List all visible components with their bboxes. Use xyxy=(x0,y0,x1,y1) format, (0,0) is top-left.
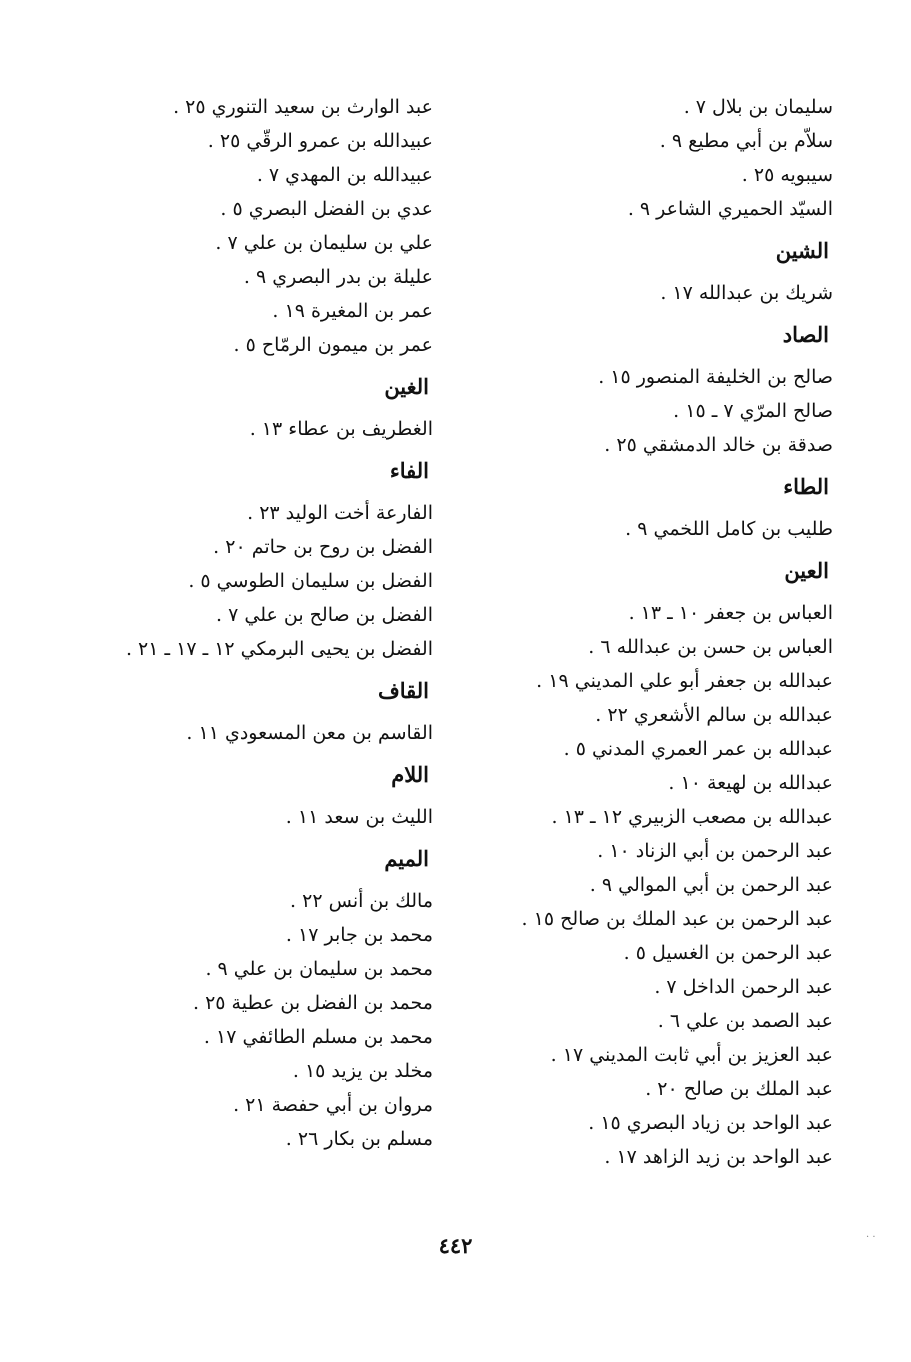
index-entry: مخلد بن يزيد ١٥ . xyxy=(292,1060,433,1082)
index-entry: طليب بن كامل اللخمي ٩ . xyxy=(625,518,833,540)
index-entry: عبدالله بن عمر العمري المدني ٥ . xyxy=(563,738,833,760)
index-entry: مروان بن أبي حفصة ٢١ . xyxy=(233,1094,433,1116)
section-heading: الميم xyxy=(384,846,429,871)
index-entry: سلاّم بن أبي مطيع ٩ . xyxy=(659,130,833,152)
section-heading: العين xyxy=(784,558,829,583)
index-entry: السيّد الحميري الشاعر ٩ . xyxy=(627,198,833,220)
index-entry: صالح المرّي ٧ ـ ١٥ . xyxy=(673,400,833,422)
index-entry: عبيدالله بن المهدي ٧ . xyxy=(256,164,433,186)
page-number: ٤٤٢ xyxy=(438,1233,473,1258)
index-entry: محمد بن الفضل بن عطية ٢٥ . xyxy=(192,992,433,1014)
index-entry: الفضل بن صالح بن علي ٧ . xyxy=(216,604,433,626)
index-entry: مسلم بن بكار ٢٦ . xyxy=(285,1128,433,1150)
section-heading: القاف xyxy=(377,678,429,703)
section-heading: الطاء xyxy=(783,474,829,499)
index-entry: الفارعة أخت الوليد ٢٣ . xyxy=(247,502,433,524)
index-entry: عليلة بن بدر البصري ٩ . xyxy=(243,266,433,288)
index-entry: عبد الوارث بن سعيد التنوري ٢٥ . xyxy=(173,96,433,118)
index-entry: الفضل بن سليمان الطوسي ٥ . xyxy=(188,570,433,592)
index-entry: عبدالله بن سالم الأشعري ٢٢ . xyxy=(595,704,833,726)
section-heading: الفاء xyxy=(389,458,429,483)
index-entry: عبدالله بن جعفر أبو علي المديني ١٩ . xyxy=(536,670,833,692)
index-entry: الغطريف بن عطاء ١٣ . xyxy=(249,418,433,440)
section-heading: الشين xyxy=(775,238,829,263)
index-entry: صدقة بن خالد الدمشقي ٢٥ . xyxy=(604,434,833,456)
index-entry: القاسم بن معن المسعودي ١١ . xyxy=(186,722,433,744)
index-entry: عبد الرحمن بن الغسيل ٥ . xyxy=(623,942,833,964)
index-entry: عبد الملك بن صالح ٢٠ . xyxy=(645,1078,833,1100)
index-entry: سيبويه ٢٥ . xyxy=(741,164,833,186)
index-entry: عبيدالله بن عمرو الرقّي ٢٥ . xyxy=(207,130,433,152)
index-entry: محمد بن جابر ١٧ . xyxy=(285,924,433,946)
section-heading: الصاد xyxy=(782,322,829,347)
index-entry: مالك بن أنس ٢٢ . xyxy=(290,890,433,912)
index-entry: محمد بن سليمان بن علي ٩ . xyxy=(205,958,433,980)
index-entry: شريك بن عبدالله ١٧ . xyxy=(660,282,833,304)
index-entry: عبد الرحمن الداخل ٧ . xyxy=(654,976,833,998)
index-entry: العباس بن حسن بن عبدالله ٦ . xyxy=(588,636,833,658)
index-entry: سليمان بن بلال ٧ . xyxy=(683,96,833,118)
index-column-left xyxy=(63,90,433,1156)
index-entry: الفضل بن يحيى البرمكي ١٢ ـ ١٧ ـ ٢١ . xyxy=(125,638,433,660)
index-entry: عبد الواحد بن زياد البصري ١٥ . xyxy=(588,1112,833,1134)
index-entry: عبد العزيز بن أبي ثابت المديني ١٧ . xyxy=(550,1044,833,1066)
index-entry: محمد بن مسلم الطائفي ١٧ . xyxy=(203,1026,433,1048)
index-entry: علي بن سليمان بن علي ٧ . xyxy=(215,232,433,254)
index-entry: عبد الرحمن بن أبي الموالي ٩ . xyxy=(589,874,833,896)
index-entry: عبدالله بن لهيعة ١٠ . xyxy=(668,772,833,794)
index-entry: عمر بن المغيرة ١٩ . xyxy=(272,300,433,322)
index-entry: العباس بن جعفر ١٠ ـ ١٣ . xyxy=(628,602,833,624)
index-entry: صالح بن الخليفة المنصور ١٥ . xyxy=(598,366,833,388)
index-entry: عمر بن ميمون الرمّاح ٥ . xyxy=(233,334,433,356)
index-column-right xyxy=(473,90,833,1174)
index-entry: عبد الواحد بن زيد الزاهد ١٧ . xyxy=(604,1146,833,1168)
index-entry: عبدالله بن مصعب الزبيري ١٢ ـ ١٣ . xyxy=(551,806,833,828)
scan-speck: · · xyxy=(866,1232,876,1243)
section-heading: الغين xyxy=(384,374,429,399)
section-heading: اللام xyxy=(391,762,429,787)
index-entry: الليث بن سعد ١١ . xyxy=(285,806,433,828)
index-entry: عبد الرحمن بن عبد الملك بن صالح ١٥ . xyxy=(521,908,833,930)
index-entry: عدي بن الفضل البصري ٥ . xyxy=(220,198,433,220)
index-entry: عبد الصمد بن علي ٦ . xyxy=(657,1010,833,1032)
index-entry: الفضل بن روح بن حاتم ٢٠ . xyxy=(213,536,433,558)
index-entry: عبد الرحمن بن أبي الزناد ١٠ . xyxy=(597,840,833,862)
